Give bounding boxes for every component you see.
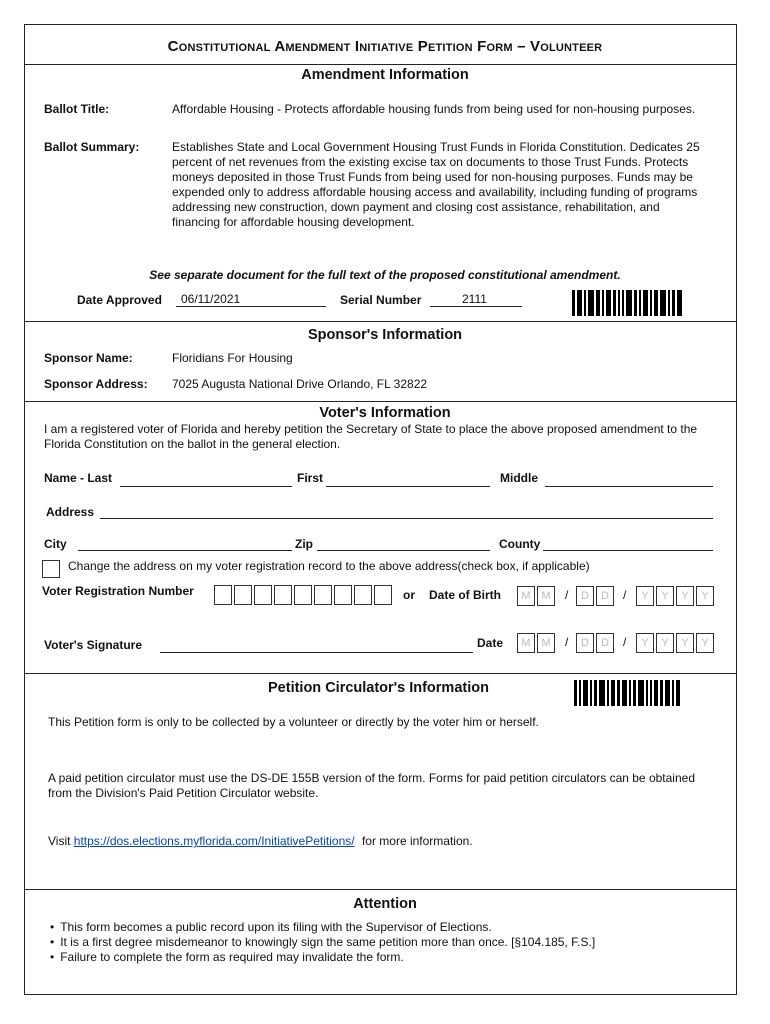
name-last-field[interactable]: [120, 486, 292, 487]
sign-date-year-box[interactable]: Y: [636, 633, 654, 653]
dob-day-box[interactable]: D: [596, 586, 614, 606]
visit-suffix: for more information.: [361, 834, 473, 848]
sign-date-slash: /: [623, 635, 627, 649]
dob-slash: /: [565, 588, 569, 602]
date-approved-value: 06/11/2021: [181, 292, 241, 306]
sign-date-label: Date: [477, 636, 504, 650]
amendment-heading: Amendment Information: [301, 67, 469, 83]
first-name-field[interactable]: [326, 486, 490, 487]
ballot-summary-label: Ballot Summary:: [44, 140, 140, 154]
full-text-note: See separate document for the full text of the proposed constitutional amendment.: [149, 268, 621, 282]
attention-item: • It is a first degree misdemeanor to knowingly sign the same petition more than once. [§104.185, F.S.]: [50, 935, 595, 950]
registration-digit-box[interactable]: [374, 585, 392, 605]
initiative-petitions-link[interactable]: https://dos.elections.myflorida.com/InitiativePetitions/: [73, 834, 355, 848]
signature-label: Voter's Signature: [44, 638, 142, 652]
ballot-title: Affordable Housing - Protects affordable housing funds from being used for non-housing purposes.: [172, 102, 696, 116]
name-last-label: Name - Last: [44, 471, 113, 485]
dob-year-box[interactable]: Y: [636, 586, 654, 606]
divider: [24, 64, 737, 65]
sign-date-year-box[interactable]: Y: [676, 633, 694, 653]
sponsor-name-label: Sponsor Name:: [44, 351, 133, 365]
barcode-circulator: [574, 680, 682, 706]
dob-slash: /: [623, 588, 627, 602]
registration-digit-box[interactable]: [334, 585, 352, 605]
dob-month-box[interactable]: M: [537, 586, 555, 606]
registration-number-label: Voter Registration Number: [42, 584, 194, 598]
dob-label: Date of Birth: [429, 588, 501, 602]
sign-date-year-box[interactable]: Y: [656, 633, 674, 653]
change-address-checkbox[interactable]: [42, 560, 60, 578]
serial-number-value: 2111: [462, 292, 487, 306]
registration-digit-box[interactable]: [354, 585, 372, 605]
registration-digit-box[interactable]: [234, 585, 252, 605]
sign-date-year-box[interactable]: Y: [696, 633, 714, 653]
sign-date-month-box[interactable]: M: [517, 633, 535, 653]
sponsor-name: Floridians For Housing: [172, 351, 293, 365]
county-field[interactable]: [543, 550, 713, 551]
dob-year-box[interactable]: Y: [656, 586, 674, 606]
attention-item: • This form becomes a public record upon its filing with the Supervisor of Elections.: [50, 920, 595, 935]
sign-date-month-box[interactable]: M: [537, 633, 555, 653]
registration-digit-box[interactable]: [274, 585, 292, 605]
middle-name-label: Middle: [500, 471, 538, 485]
sign-date-slash: /: [565, 635, 569, 649]
date-approved-label: Date Approved: [77, 293, 162, 307]
dob-year-box[interactable]: Y: [696, 586, 714, 606]
change-address-label: Change the address on my voter registration record to the above address(check box, if applicable): [68, 559, 590, 573]
date-approved-line: [176, 306, 326, 307]
registration-digit-box[interactable]: [294, 585, 312, 605]
ballot-title-label: Ballot Title:: [44, 102, 110, 116]
paid-circulator-note: A paid petition circulator must use the DS-DE 155B version of the form. Forms for paid petition circulators can be obtained from the Division's Paid Petition Circulator website.: [48, 771, 695, 800]
voter-heading: Voter's Information: [319, 405, 451, 421]
serial-number-label: Serial Number: [340, 293, 422, 307]
sign-date-day-box[interactable]: D: [576, 633, 594, 653]
sign-date-day-box[interactable]: D: [596, 633, 614, 653]
signature-field[interactable]: [160, 652, 473, 653]
barcode-amendment: [572, 290, 684, 316]
zip-label: Zip: [295, 537, 313, 551]
dob-month-box[interactable]: M: [517, 586, 535, 606]
city-label: City: [44, 537, 67, 551]
or-label: or: [403, 588, 415, 602]
divider: [24, 321, 737, 322]
sponsor-heading: Sponsor's Information: [307, 327, 463, 343]
first-name-label: First: [297, 471, 324, 485]
attention-list: [50, 920, 595, 965]
address-field[interactable]: [100, 518, 713, 519]
visit-line: [48, 834, 473, 849]
volunteer-note: This Petition form is only to be collected by a volunteer or directly by the voter him or herself.: [48, 715, 539, 729]
serial-number-line: [430, 306, 522, 307]
divider: [24, 673, 737, 674]
sponsor-address-label: Sponsor Address:: [44, 377, 148, 391]
divider: [24, 889, 737, 890]
registration-digit-box[interactable]: [214, 585, 232, 605]
attention-heading: Attention: [353, 896, 417, 912]
circulator-heading: Petition Circulator's Information: [268, 680, 489, 696]
registration-digit-box[interactable]: [254, 585, 272, 605]
county-label: County: [499, 537, 541, 551]
dob-day-box[interactable]: D: [576, 586, 594, 606]
dob-year-box[interactable]: Y: [676, 586, 694, 606]
registration-digit-box[interactable]: [314, 585, 332, 605]
visit-prefix: Visit: [48, 834, 71, 848]
sponsor-address: 7025 Augusta National Drive Orlando, FL 32822: [172, 377, 428, 391]
attention-item: • Failure to complete the form as required may invalidate the form.: [50, 950, 595, 965]
city-field[interactable]: [78, 550, 292, 551]
zip-field[interactable]: [317, 550, 490, 551]
form-title: Constitutional Amendment Initiative Petition Form – Volunteer: [167, 38, 603, 55]
divider: [24, 401, 737, 402]
address-label: Address: [46, 505, 95, 519]
middle-name-field[interactable]: [545, 486, 713, 487]
ballot-summary: Establishes State and Local Government Housing Trust Funds in Florida Constitution. Dedicates 25 percent of net revenues from the existing excise tax on documents to those Trust Funds. Protects moneys deposited in those Trust Funds from being used for non-housing purposes. Funds may be expended only to address affordable housing access and availability, including funding of programs addressing new construction, down payment and closing cost assistance, rehabilitation, and financing for affordable housing development.: [172, 140, 700, 229]
voter-statement: I am a registered voter of Florida and hereby petition the Secretary of State to place the above proposed amendment to the Florida Constitution on the ballot in the general election.: [44, 422, 698, 451]
